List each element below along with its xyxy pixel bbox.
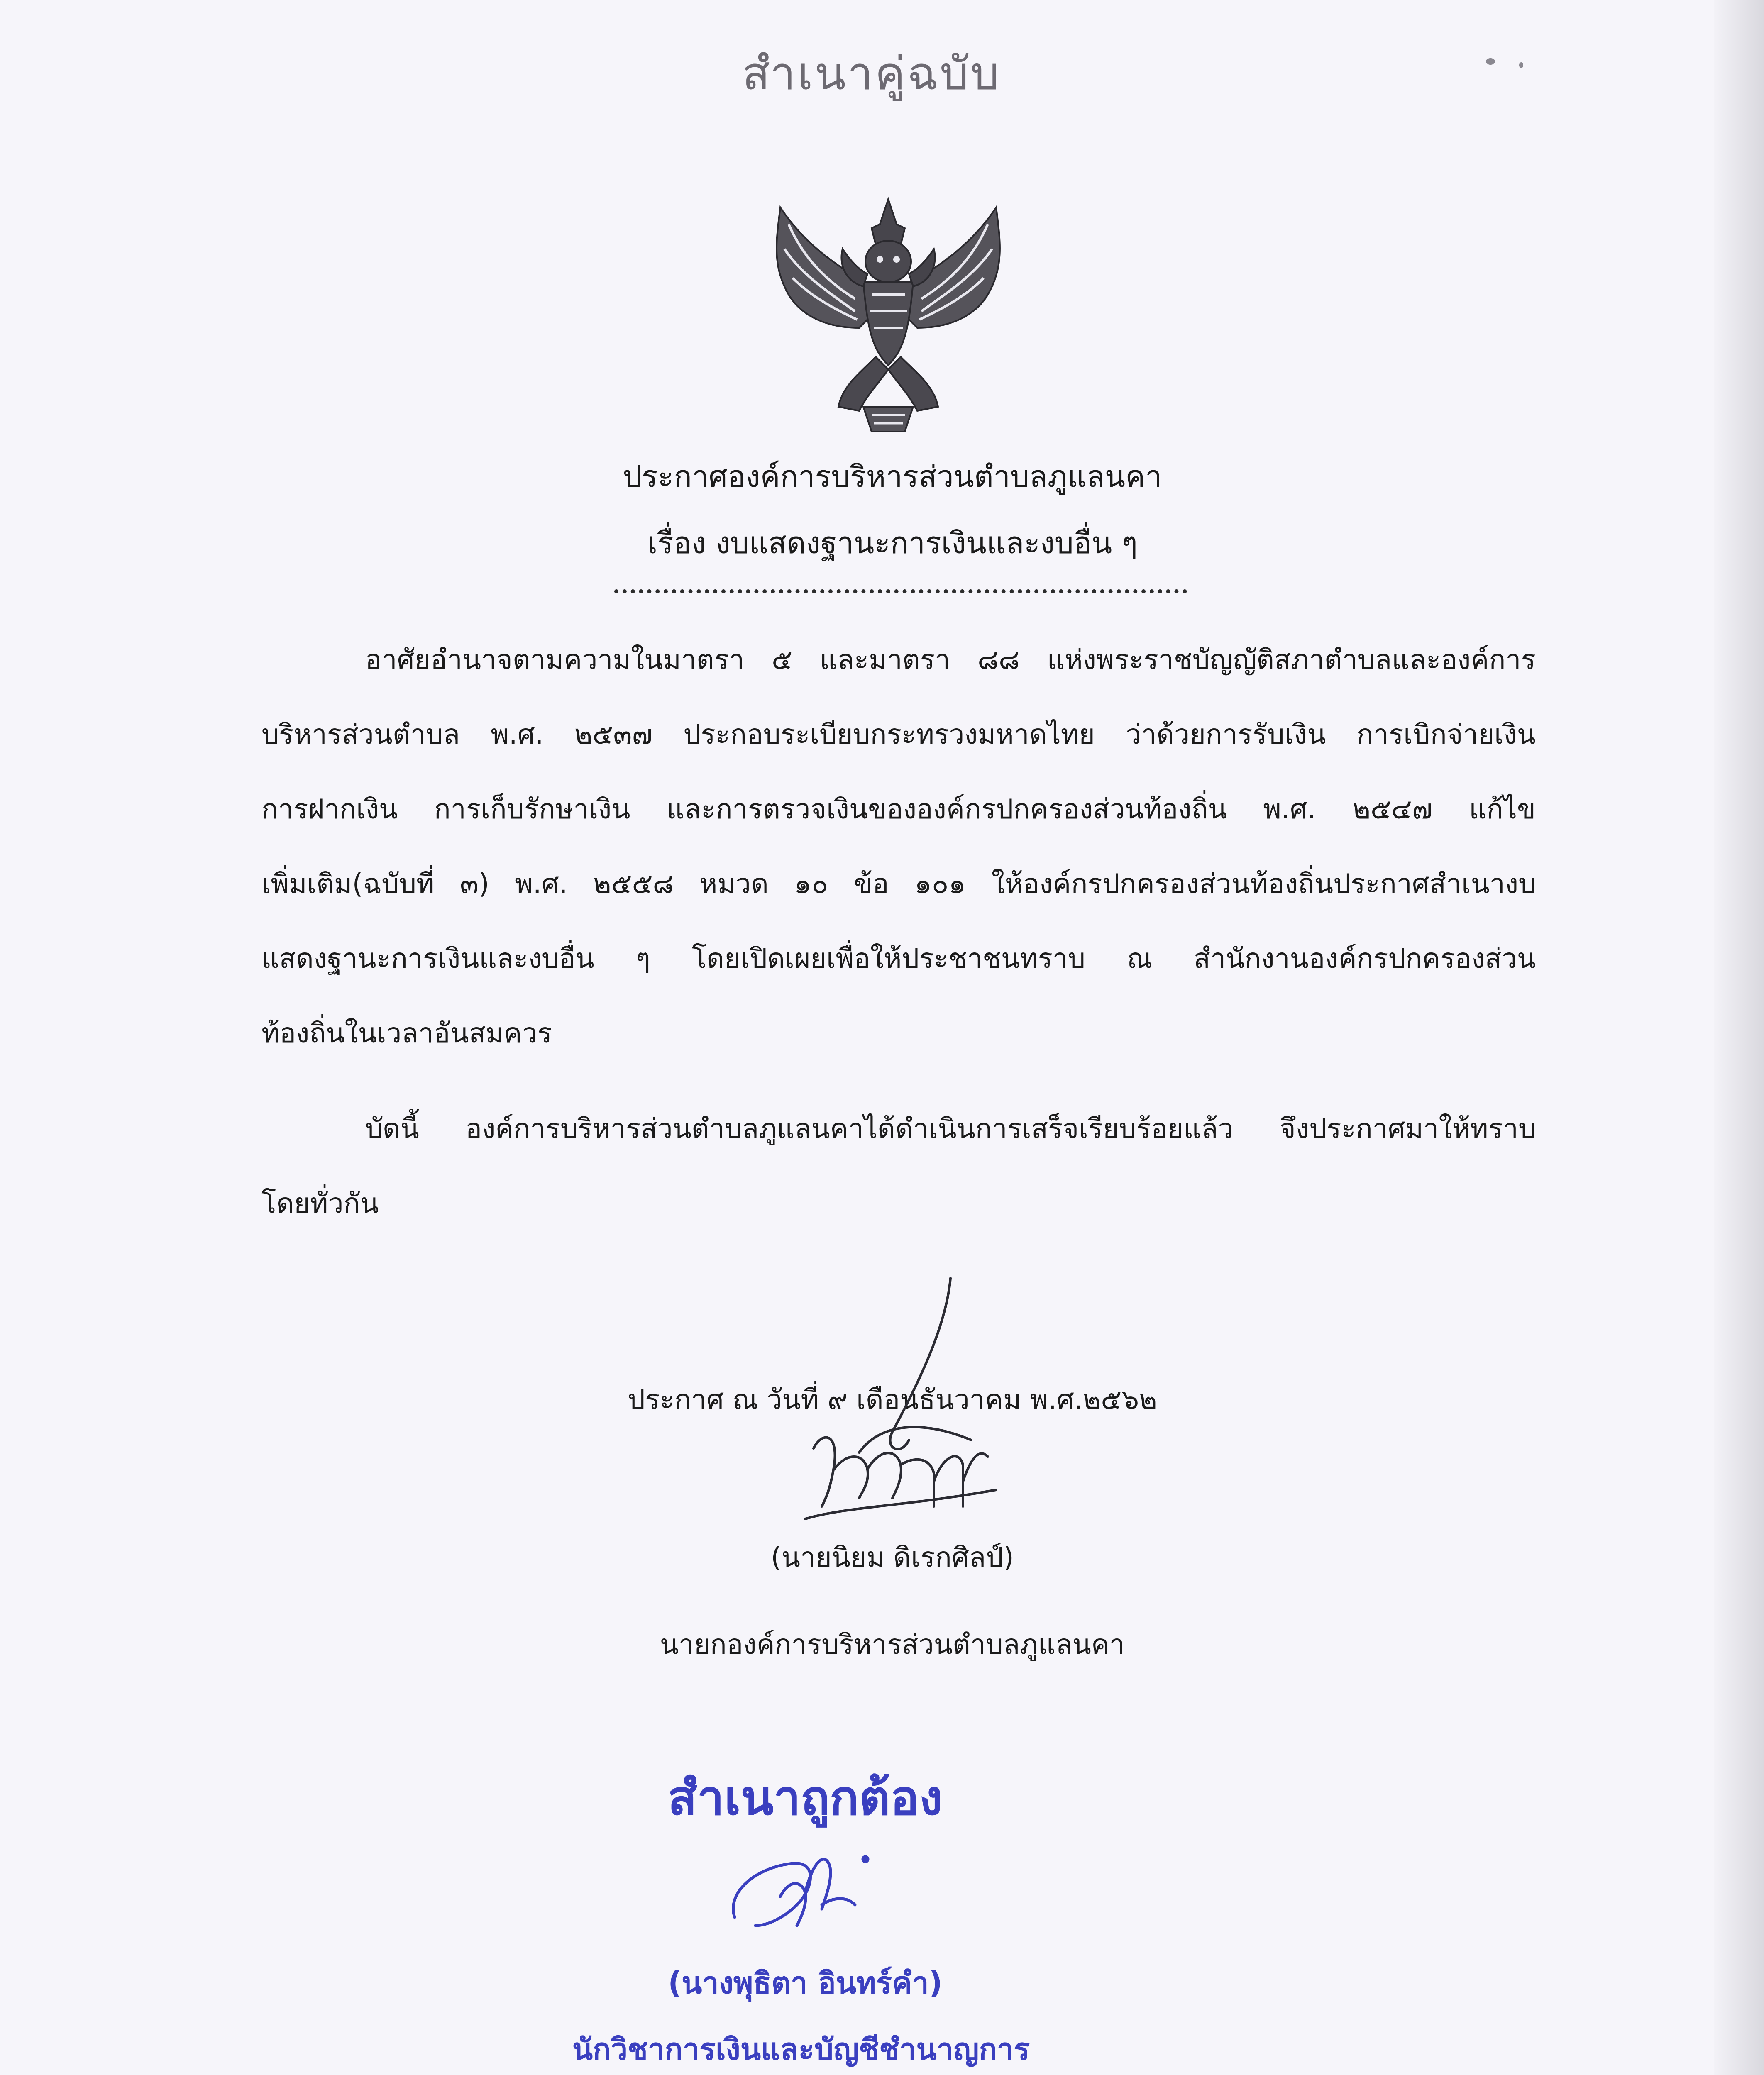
mayor-name: (นายนิยม ดิเรกศิลป์) (771, 1541, 1014, 1573)
scan-speck (1486, 58, 1495, 65)
certifier-name: (นางพุธิตา อินทร์คำ) (668, 1965, 943, 2000)
mayor-signature-icon (797, 1274, 1004, 1540)
body-line: แสดงฐานะการเงินและงบอื่น ๆ โดยเปิดเผยเพื่อให้ประชาชนทราบ ณ สำนักงานองค์กรปกครองส่วน (261, 942, 1536, 974)
certified-copy-stamp: สำเนาถูกต้อง (667, 1770, 943, 1826)
header-copy-label: สำเนาคู่ฉบับ (742, 47, 1001, 100)
title-divider (614, 589, 1187, 593)
body-line: บริหารส่วนตำบล พ.ศ. ๒๕๓๗ ประกอบระเบียบกระทรวงมหาดไทย ว่าด้วยการรับเงิน การเบิกจ่ายเงิน (261, 718, 1536, 750)
body-line: ท้องถิ่นในเวลาอันสมควร (261, 1017, 552, 1049)
body-line: โดยทั่วกัน (261, 1187, 379, 1219)
body-line: การฝากเงิน การเก็บรักษาเงิน และการตรวจเงินขององค์กรปกครองส่วนท้องถิ่น พ.ศ. ๒๕๔๗ แก้ไข (261, 793, 1536, 825)
announcement-subject: เรื่อง งบแสดงฐานะการเงินและงบอื่น ๆ (647, 525, 1138, 560)
garuda-emblem-icon (764, 191, 1013, 436)
body-line: บัดนี้ องค์การบริหารส่วนตำบลภูแลนคาได้ดำเนินการเสร็จเรียบร้อยแล้ว จึงประกาศมาให้ทราบ (365, 1113, 1536, 1145)
mayor-position: นายกองค์การบริหารส่วนตำบลภูแลนคา (660, 1628, 1125, 1660)
announcement-title: ประกาศองค์การบริหารส่วนตำบลภูแลนคา (623, 459, 1162, 494)
body-line: อาศัยอำนาจตามความในมาตรา ๕ และมาตรา ๘๘ แห่งพระราชบัญญัติสภาตำบลและองค์การ (365, 644, 1536, 676)
certifier-signature-icon (722, 1843, 880, 1938)
body-line: เพิ่มเติม(ฉบับที่ ๓) พ.ศ. ๒๕๕๘ หมวด ๑๐ ข้อ ๑๐๑ ให้องค์กรปกครองส่วนท้องถิ่นประกาศสำเนางบ (261, 868, 1536, 900)
announcement-date: ประกาศ ณ วันที่ ๙ เดือนธันวาคม พ.ศ.๒๕๖๒ (628, 1384, 1157, 1416)
page-edge-shadow (1714, 0, 1764, 2075)
certifier-position: นักวิชาการเงินและบัญชีชำนาญการ (572, 2032, 1030, 2067)
scan-speck (1519, 62, 1523, 68)
